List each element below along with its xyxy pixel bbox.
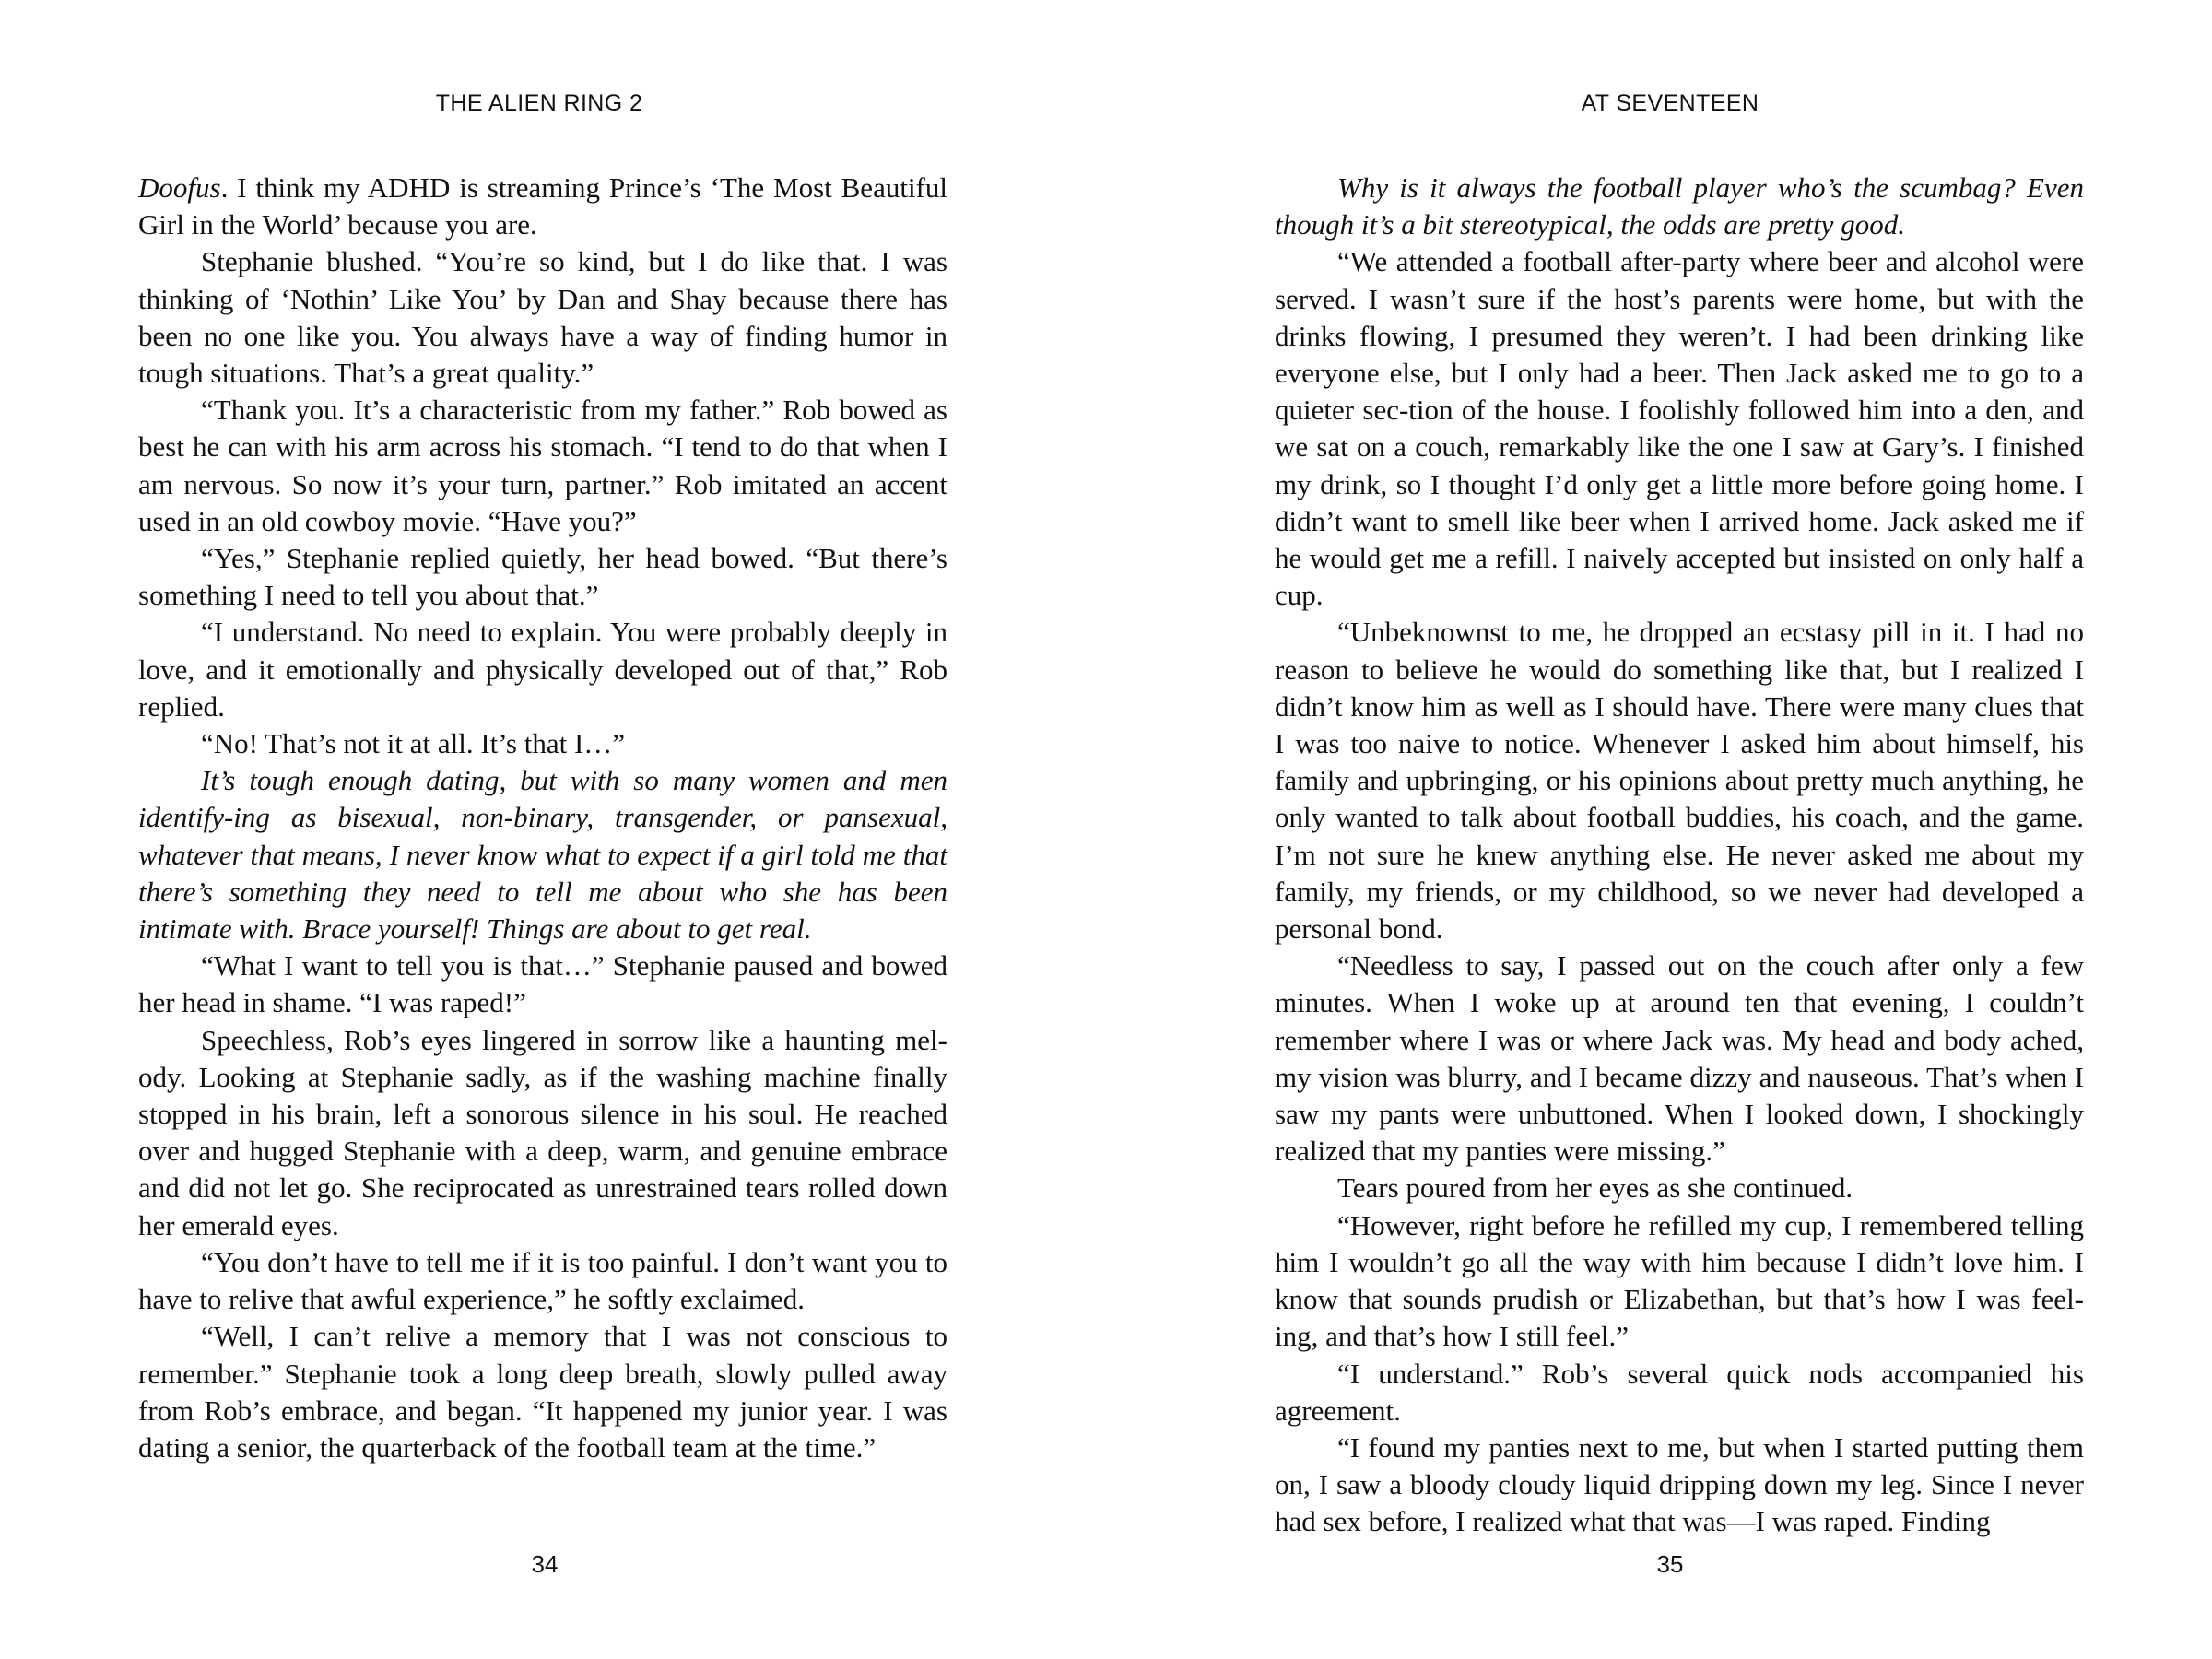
paragraph: “I found my panties next to me, but when I started putting them on, I saw a bloody cloudy liquid dripping down my leg. Since I never had sex before, I realized what that was—I was raped. Finding bbox=[1275, 1430, 2084, 1538]
paragraph: Tears poured from her eyes as she continued. bbox=[1337, 1171, 1853, 1205]
page-number-left: 34 bbox=[531, 1550, 559, 1578]
paragraph: “No! That’s not it at all. It’s that I…” bbox=[201, 727, 626, 760]
running-head-right: AT SEVENTEEN bbox=[1581, 90, 1759, 116]
paragraph: “Thank you. It’s a characteristic from my father.” Rob bowed as best he can with his arm across his stomach. “I tend to do that when I am nervous. So now it’s your turn, partner.” Rob imitated an accent used in an old cowboy movie. “Have you?” bbox=[138, 394, 947, 537]
paragraph: Stephanie blushed. “You’re so kind, but I do like that. I was thinking of ‘Nothin’ Like You’ by Dan and Shay because there has been no one like you. You always have a way of finding humor in tough situations. That’s a great quality.” bbox=[138, 245, 947, 390]
left-page-body bbox=[138, 170, 947, 1466]
paragraph: “However, right before he refilled my cup, I remembered telling him I wouldn’t go all the way with him because I didn’t love him. I know that sounds prudish or Elizabethan, but that’s how I was feel-ing, and that’s how I still feel.” bbox=[1275, 1208, 2084, 1353]
italic-thought-paragraph: Why is it always the football player who’s the scumbag? Even though it’s a bit stereotypical, the odds are pretty good. bbox=[1275, 171, 2084, 241]
paragraph: “Well, I can’t relive a memory that I was not conscious to remember.” Stephanie took a long deep breath, slowly pulled away from Rob’s embrace, and began. “It happened my junior year. I was dating a senior, the quarterback of the football team at the time.” bbox=[138, 1320, 947, 1464]
paragraph-text: . I think my ADHD is streaming Prince’s ‘The Most Beautiful Girl in the World’ because you are. bbox=[138, 171, 947, 241]
italic-thought-paragraph: It’s tough enough dating, but with so many women and men identify-ing as bisexual, non-binary, transgender, or pansexual, whatever that means, I never know what to expect if a girl told me that there’s something they need to tell me about who she has been intimate with. Brace yourself! Things are about to get real. bbox=[138, 764, 947, 946]
page-number-right: 35 bbox=[1656, 1550, 1684, 1578]
paragraph: “I understand.” Rob’s several quick nods accompanied his agreement. bbox=[1275, 1357, 2084, 1427]
paragraph bbox=[138, 170, 947, 243]
running-head-left: THE ALIEN RING 2 bbox=[435, 90, 643, 116]
paragraph: “Unbeknownst to me, he dropped an ecstasy pill in it. I had no reason to believe he would do something like that, but I realized I didn’t know him as well as I should have. There were many clues that I was too naive to notice. Whenever I asked him about himself, his family and upbringing, or his opinions about pretty much anything, he only wanted to talk about football buddies, his coach, and the game. I’m not sure he knew anything else. He never asked me about my family, my friends, or my childhood, so we never had developed a personal bond. bbox=[1275, 616, 2084, 946]
paragraph: “What I want to tell you is that…” Stephanie paused and bowed her head in shame. “I was raped!” bbox=[138, 949, 947, 1019]
paragraph: “We attended a football after-party where beer and alcohol were served. I wasn’t sure if the host’s parents were home, but with the drinks flowing, I presumed they weren’t. I had been drinking like everyone else, but I only had a beer. Then Jack asked me to go to a quieter sec-tion of the house. I foolishly followed him into a den, and we sat on a couch, remarkably like the one I saw at Gary’s. I finished my drink, so I thought I’d only get a little more before going home. I didn’t want to smell like beer when I arrived home. Jack asked me if he would get me a refill. I naively accepted but insisted on only half a cup. bbox=[1275, 245, 2084, 612]
italic-word: Doofus bbox=[138, 171, 221, 204]
paragraph: “You don’t have to tell me if it is too painful. I don’t want you to have to relive that awful experience,” he softly exclaimed. bbox=[138, 1245, 947, 1316]
right-page-body bbox=[1275, 170, 2084, 1541]
right-page bbox=[1106, 0, 2212, 1659]
paragraph: Speechless, Rob’s eyes lingered in sorrow like a haunting mel-ody. Looking at Stephanie sadly, as if the washing machine finally stopped in his brain, left a sonorous silence in his soul. He reached over and hugged Stephanie with a deep, warm, and genuine embrace and did not let go. She reciprocated as unrestrained tears rolled down her emerald eyes. bbox=[138, 1023, 947, 1241]
paragraph: “I understand. No need to explain. You were probably deeply in love, and it emotionally and physically developed out of that,” Rob replied. bbox=[138, 616, 947, 723]
paragraph: “Needless to say, I passed out on the couch after only a few minutes. When I woke up at around ten that evening, I couldn’t remember where I was or where Jack was. My head and body ached, my vision was blurry, and I became dizzy and nauseous. That’s when I saw my pants were unbuttoned. When I looked down, I shockingly realized that my panties were missing.” bbox=[1275, 949, 2084, 1168]
paragraph: “Yes,” Stephanie replied quietly, her head bowed. “But there’s something I need to tell you about that.” bbox=[138, 542, 947, 612]
